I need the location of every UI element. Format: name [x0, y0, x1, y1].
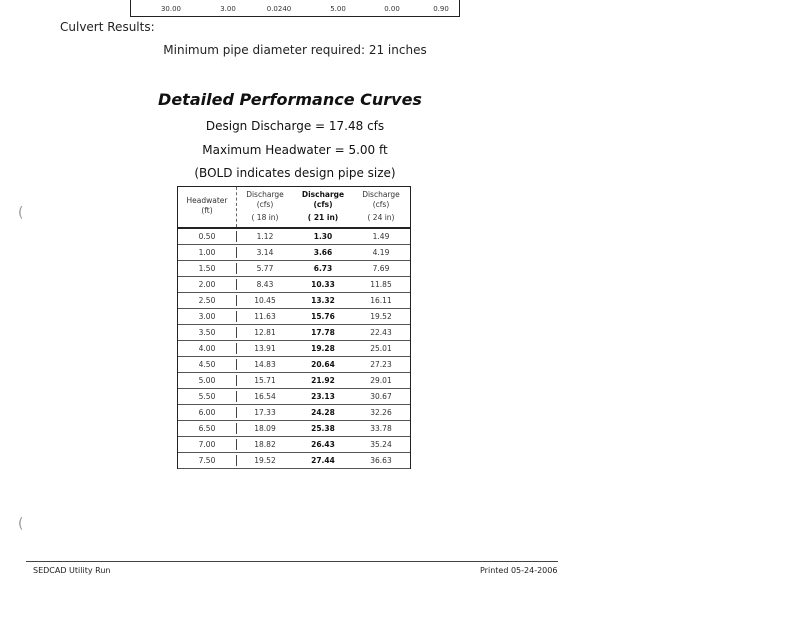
- cell-q18: 18.09: [254, 424, 276, 433]
- performance-table: [177, 186, 411, 469]
- cell-q18: 5.77: [256, 264, 274, 273]
- previous-table-fragment: [130, 0, 460, 17]
- cell-q21: 15.76: [311, 312, 335, 321]
- cell-q24: 22.43: [370, 328, 392, 337]
- header-q18-size: ( 18 in): [251, 213, 279, 222]
- cell-q18: 13.91: [254, 344, 276, 353]
- header-q21-label: Discharge: [301, 190, 345, 199]
- header-q21-size: ( 21 in): [307, 213, 339, 222]
- header-q18-label: Discharge: [246, 190, 284, 199]
- header-headwater-label: Headwater: [186, 196, 228, 205]
- table-row: [178, 261, 410, 277]
- cell-headwater: 4.00: [198, 344, 216, 353]
- cell-headwater: 2.50: [198, 296, 216, 305]
- cell-q18: 19.52: [254, 456, 276, 465]
- footer-left-text: SEDCAD Utility Run: [33, 566, 111, 575]
- cell-q18: 11.63: [254, 312, 276, 321]
- top-cell-4: 0.00: [384, 5, 400, 13]
- table-body: [178, 229, 410, 469]
- cell-q24: 19.52: [370, 312, 392, 321]
- cell-q18: 16.54: [254, 392, 276, 401]
- cell-q24: 35.24: [370, 440, 392, 449]
- cell-headwater: 7.50: [198, 456, 216, 465]
- cell-q24: 29.01: [370, 376, 392, 385]
- header-q21-unit: (cfs): [313, 200, 333, 209]
- top-cell-0: 30.00: [160, 5, 182, 13]
- cell-q21: 27.44: [311, 456, 335, 465]
- cell-q24: 30.67: [370, 392, 392, 401]
- cell-q21: 13.32: [311, 296, 335, 305]
- table-row: [178, 325, 410, 341]
- cell-q21: 24.28: [311, 408, 335, 417]
- table-row: [178, 373, 410, 389]
- table-row: [178, 341, 410, 357]
- cell-q21: 25.38: [311, 424, 335, 433]
- cell-q24: 16.11: [370, 296, 392, 305]
- design-discharge-text: Design Discharge = 17.48 cfs: [205, 119, 385, 133]
- header-q24: [352, 190, 410, 223]
- cell-q24: 27.23: [370, 360, 392, 369]
- cell-headwater: 5.00: [198, 376, 216, 385]
- table-row: [178, 293, 410, 309]
- cell-q21: 17.78: [311, 328, 335, 337]
- header-headwater-unit: (ft): [201, 206, 213, 215]
- cell-headwater: 4.50: [198, 360, 216, 369]
- table-row: [178, 277, 410, 293]
- cell-q18: 10.45: [254, 296, 276, 305]
- cell-q24: 11.85: [370, 280, 392, 289]
- cell-q18: 14.83: [254, 360, 276, 369]
- top-cell-3: 5.00: [330, 5, 346, 13]
- cell-q18: 18.82: [254, 440, 276, 449]
- cell-q21: 3.66: [313, 248, 333, 257]
- header-headwater: [178, 196, 236, 216]
- cell-q18: 1.12: [256, 232, 274, 241]
- cell-q24: 4.19: [372, 248, 390, 257]
- cell-q24: 25.01: [370, 344, 392, 353]
- cell-q24: 33.78: [370, 424, 392, 433]
- cell-q21: 19.28: [311, 344, 335, 353]
- cell-q24: 32.26: [370, 408, 392, 417]
- table-row: [178, 405, 410, 421]
- cell-q24: 36.63: [370, 456, 392, 465]
- scan-mark-bottom: (: [18, 516, 24, 532]
- table-row: [178, 357, 410, 373]
- cell-q21: 1.30: [313, 232, 333, 241]
- cell-q18: 17.33: [254, 408, 276, 417]
- cell-headwater: 3.50: [198, 328, 216, 337]
- header-q24-label: Discharge: [362, 190, 400, 199]
- top-cell-5: 0.90: [433, 5, 449, 13]
- cell-q18: 15.71: [254, 376, 276, 385]
- max-headwater-text: Maximum Headwater = 5.00 ft: [202, 143, 388, 157]
- minimum-pipe-text: Minimum pipe diameter required: 21 inches: [163, 43, 427, 57]
- cell-q21: 21.92: [311, 376, 335, 385]
- header-q24-unit: (cfs): [372, 200, 390, 209]
- cell-headwater: 7.00: [198, 440, 216, 449]
- header-q24-size: ( 24 in): [367, 213, 395, 222]
- cell-q18: 8.43: [256, 280, 274, 289]
- cell-q21: 26.43: [311, 440, 335, 449]
- cell-q18: 12.81: [254, 328, 276, 337]
- scan-mark-top: (: [18, 205, 24, 221]
- top-cell-1: 3.00: [220, 5, 236, 13]
- cell-headwater: 6.00: [198, 408, 216, 417]
- bold-note: (BOLD indicates design pipe size): [194, 166, 396, 180]
- footer-rule: [26, 561, 558, 562]
- curves-title: Detailed Performance Curves: [158, 90, 422, 109]
- cell-headwater: 1.50: [198, 264, 216, 273]
- cell-q24: 7.69: [372, 264, 390, 273]
- cell-q21: 10.33: [311, 280, 335, 289]
- table-row: [178, 437, 410, 453]
- table-row: [178, 309, 410, 325]
- header-q18-unit: (cfs): [256, 200, 274, 209]
- header-q21: [294, 190, 352, 223]
- cell-headwater: 0.50: [198, 232, 216, 241]
- cell-headwater: 6.50: [198, 424, 216, 433]
- table-header: [178, 187, 410, 229]
- header-q18: [236, 190, 294, 223]
- cell-q24: 1.49: [372, 232, 390, 241]
- table-row: [178, 421, 410, 437]
- cell-headwater: 3.00: [198, 312, 216, 321]
- cell-q21: 6.73: [313, 264, 333, 273]
- footer-right-text: Printed 05-24-2006: [480, 566, 558, 575]
- cell-headwater: 1.00: [198, 248, 216, 257]
- cell-q21: 20.64: [311, 360, 335, 369]
- culvert-results-label: Culvert Results:: [60, 20, 155, 34]
- table-row: [178, 245, 410, 261]
- cell-headwater: 2.00: [198, 280, 216, 289]
- cell-q18: 3.14: [256, 248, 274, 257]
- cell-headwater: 5.50: [198, 392, 216, 401]
- table-row: [178, 229, 410, 245]
- cell-q21: 23.13: [311, 392, 335, 401]
- top-cell-2: 0.0240: [266, 5, 292, 13]
- table-row: [178, 453, 410, 469]
- table-row: [178, 389, 410, 405]
